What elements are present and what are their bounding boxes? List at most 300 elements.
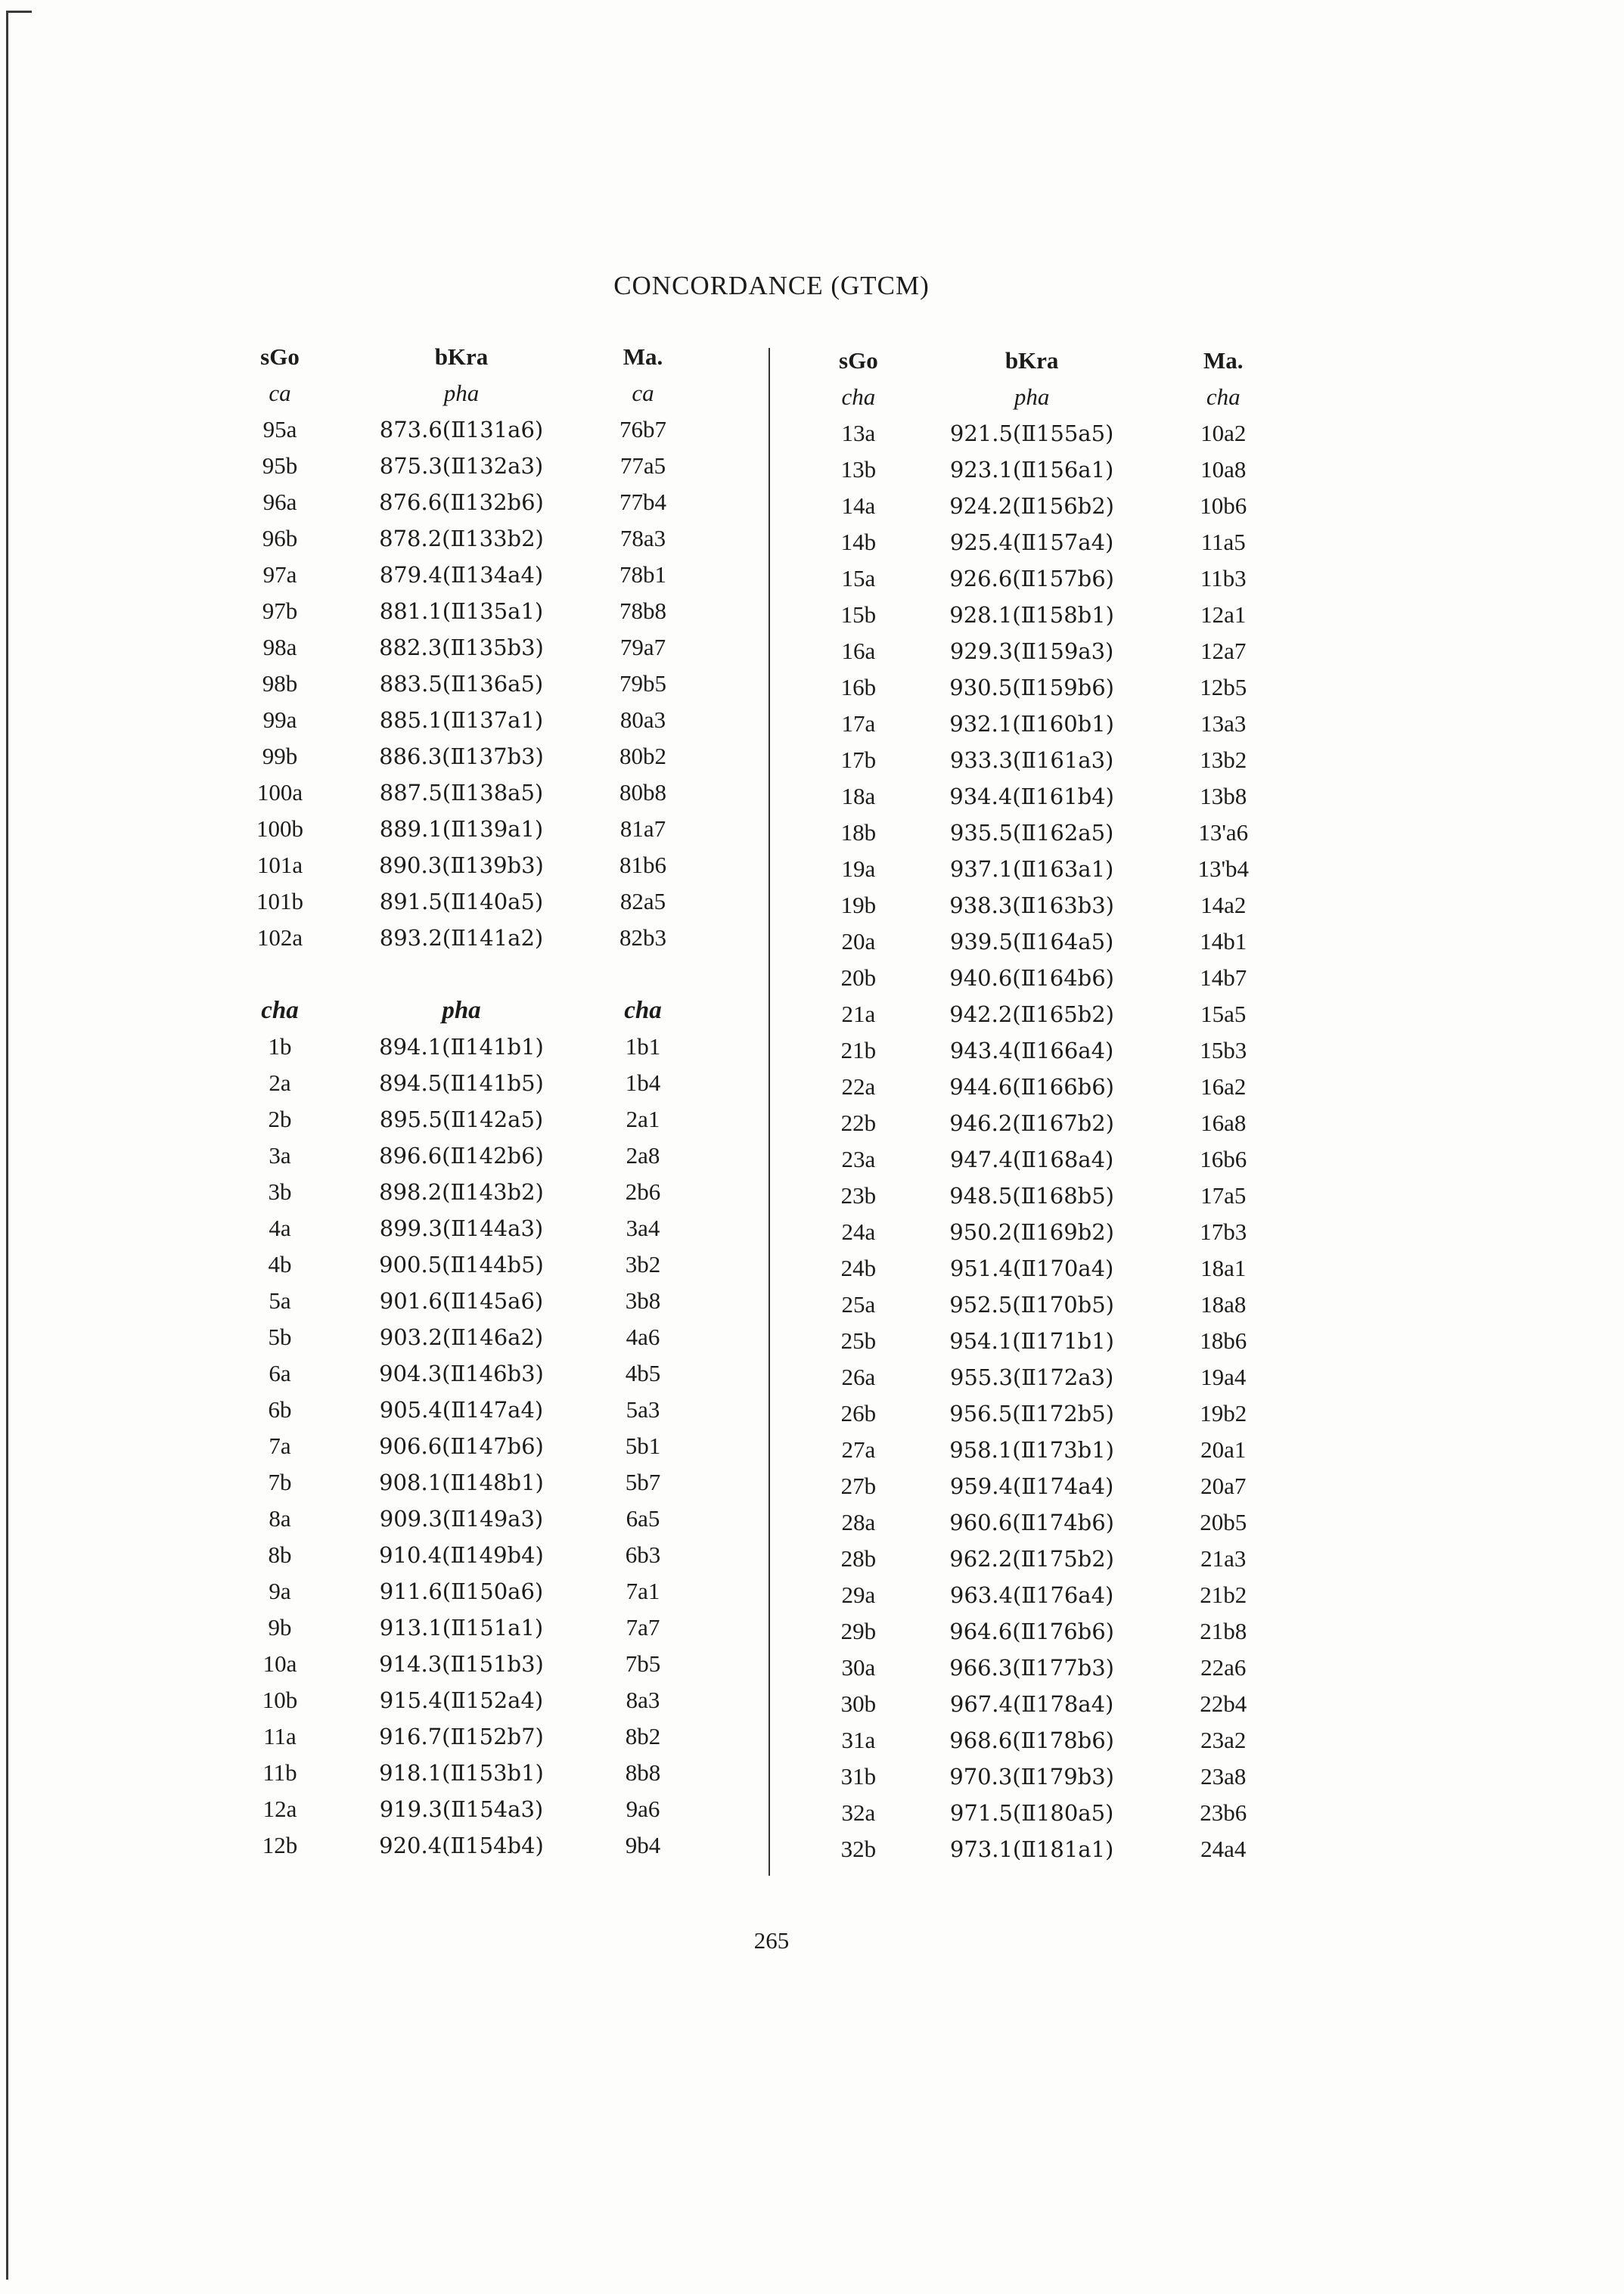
ma-cell: 15a5 [1200, 1001, 1247, 1027]
section2-header-sgo: cha [261, 996, 299, 1024]
bkra-cell: 875.3(Ⅱ132a3) [379, 453, 544, 479]
ma-cell: 18b6 [1200, 1327, 1247, 1354]
ma-cell: 10b6 [1200, 492, 1247, 519]
sgo-cell: 8b [268, 1541, 292, 1568]
ma-cell: 3a4 [626, 1215, 660, 1241]
table-row [227, 920, 711, 956]
subheader-ma: ca [632, 380, 654, 406]
table-row [808, 1141, 1292, 1178]
ma-cell: 82a5 [619, 888, 666, 914]
bkra-cell: 942.2(Ⅱ165b2) [949, 1001, 1114, 1027]
table-row [808, 488, 1292, 524]
ma-cell: 16b6 [1200, 1146, 1247, 1172]
table-row [227, 484, 711, 520]
bkra-cell: 882.3(Ⅱ135b3) [379, 635, 544, 660]
table-row [227, 847, 711, 883]
subheader-bkra: pha [443, 380, 480, 406]
table-row [227, 1392, 711, 1428]
ma-cell: 77a5 [619, 452, 666, 479]
ma-cell: 80b8 [619, 779, 666, 806]
sgo-cell: 16b [840, 674, 877, 700]
sgo-cell: 7b [268, 1469, 292, 1495]
bkra-cell: 908.1(Ⅱ148b1) [379, 1470, 544, 1495]
table-row [227, 1246, 711, 1283]
table-row [808, 560, 1292, 597]
bkra-cell: 901.6(Ⅱ145a6) [379, 1288, 544, 1314]
bkra-cell: 954.1(Ⅱ171b1) [949, 1328, 1114, 1354]
bkra-cell: 951.4(Ⅱ170a4) [949, 1256, 1114, 1281]
ma-cell: 20a1 [1200, 1436, 1247, 1463]
table-row [227, 702, 711, 738]
ma-cell: 77b4 [619, 489, 666, 515]
sgo-cell: 97b [262, 598, 298, 624]
table-row [808, 597, 1292, 633]
bkra-cell: 881.1(Ⅱ135a1) [379, 598, 544, 624]
sgo-cell: 29b [840, 1618, 877, 1644]
table-row [227, 774, 711, 811]
bkra-cell: 948.5(Ⅱ168b5) [949, 1183, 1114, 1209]
bkra-cell: 959.4(Ⅱ174a4) [949, 1473, 1114, 1499]
table-row [808, 524, 1292, 560]
sgo-cell: 28a [841, 1509, 876, 1535]
table-row [227, 411, 711, 448]
bkra-cell: 938.3(Ⅱ163b3) [949, 892, 1114, 918]
sgo-cell: 26b [840, 1400, 877, 1426]
table-row [808, 1650, 1292, 1686]
bkra-cell: 910.4(Ⅱ149b4) [379, 1542, 544, 1568]
table-row [227, 1355, 711, 1392]
bkra-cell: 940.6(Ⅱ164b6) [949, 965, 1114, 991]
ma-cell: 13'a6 [1198, 819, 1249, 846]
table-row [808, 1178, 1292, 1214]
ma-cell: 81a7 [619, 815, 666, 842]
ma-cell: 8b2 [625, 1723, 661, 1749]
ma-cell: 5b7 [625, 1469, 661, 1495]
ma-cell: 19a4 [1200, 1364, 1247, 1390]
left-section2-header-row [227, 992, 711, 1029]
page-number: 265 [753, 1927, 790, 1954]
bkra-cell: 958.1(Ⅱ173b1) [949, 1437, 1114, 1463]
bkra-cell: 909.3(Ⅱ149a3) [379, 1506, 544, 1532]
ma-cell: 2b6 [625, 1178, 661, 1205]
bkra-cell: 925.4(Ⅱ157a4) [949, 529, 1114, 555]
ma-cell: 4b5 [625, 1360, 661, 1386]
sgo-cell: 30a [841, 1654, 876, 1681]
table-row [808, 1105, 1292, 1141]
sgo-cell: 10a [262, 1650, 297, 1677]
scan-edge-tick [6, 11, 32, 13]
bkra-cell: 928.1(Ⅱ158b1) [949, 602, 1114, 628]
sgo-cell: 24a [841, 1218, 876, 1245]
sgo-cell: 10b [262, 1687, 298, 1713]
bkra-cell: 886.3(Ⅱ137b3) [379, 743, 544, 769]
right-rows [808, 415, 1292, 1867]
bkra-cell: 894.1(Ⅱ141b1) [379, 1034, 544, 1060]
bkra-cell: 955.3(Ⅱ172a3) [949, 1364, 1114, 1390]
ma-cell: 1b1 [625, 1033, 661, 1060]
table-row [808, 1214, 1292, 1250]
ma-cell: 81b6 [619, 852, 666, 878]
table-row [808, 1287, 1292, 1323]
table-row [227, 629, 711, 666]
sgo-cell: 16a [841, 638, 876, 664]
ma-cell: 16a2 [1200, 1073, 1247, 1100]
ma-cell: 7a7 [626, 1614, 660, 1641]
bkra-cell: 964.6(Ⅱ176b6) [949, 1619, 1114, 1644]
table-row [227, 1791, 711, 1827]
sgo-cell: 11b [262, 1759, 297, 1786]
sgo-cell: 9b [268, 1614, 292, 1641]
bkra-cell: 914.3(Ⅱ151b3) [379, 1651, 544, 1677]
sgo-cell: 95a [262, 416, 297, 442]
bkra-cell: 932.1(Ⅱ160b1) [949, 711, 1114, 737]
ma-cell: 3b2 [625, 1251, 661, 1277]
table-row [808, 887, 1292, 923]
bkra-cell: 923.1(Ⅱ156a1) [949, 457, 1114, 483]
sgo-cell: 19a [841, 855, 876, 882]
ma-cell: 11a5 [1200, 529, 1246, 555]
subheader-sgo: ca [269, 380, 291, 406]
bkra-cell: 947.4(Ⅱ168a4) [949, 1147, 1114, 1172]
table-row [808, 1069, 1292, 1105]
bkra-cell: 926.6(Ⅱ157b6) [949, 566, 1114, 591]
ma-cell: 13b2 [1200, 747, 1247, 773]
sgo-cell: 31a [841, 1727, 876, 1753]
sgo-cell: 96a [262, 489, 297, 515]
sgo-cell: 6b [268, 1396, 292, 1423]
table-row [227, 1138, 711, 1174]
table-row [808, 1032, 1292, 1069]
bkra-cell: 894.5(Ⅱ141b5) [379, 1070, 544, 1096]
header-ma: Ma. [623, 343, 663, 370]
bkra-cell: 939.5(Ⅱ164a5) [949, 929, 1114, 955]
table-row [227, 1646, 711, 1682]
header-bkra: bKra [434, 343, 489, 370]
table-row [227, 811, 711, 847]
bkra-cell: 898.2(Ⅱ143b2) [379, 1179, 544, 1205]
ma-cell: 7a1 [626, 1578, 660, 1604]
bkra-cell: 950.2(Ⅱ169b2) [949, 1219, 1114, 1245]
left-header-row [227, 339, 711, 375]
bkra-cell: 966.3(Ⅱ177b3) [949, 1655, 1114, 1681]
bkra-cell: 905.4(Ⅱ147a4) [379, 1397, 544, 1423]
table-row [808, 452, 1292, 488]
ma-cell: 17b3 [1200, 1218, 1247, 1245]
table-row [227, 1827, 711, 1864]
ma-cell: 80b2 [619, 743, 666, 769]
table-row [227, 1029, 711, 1065]
sgo-cell: 98b [262, 670, 298, 697]
right-column [808, 343, 1292, 1867]
ma-cell: 14b7 [1200, 964, 1247, 991]
table-row [227, 1755, 711, 1791]
subheader-sgo: cha [841, 383, 876, 410]
bkra-cell: 921.5(Ⅱ155a5) [949, 421, 1114, 446]
bkra-cell: 944.6(Ⅱ166b6) [949, 1074, 1114, 1100]
table-row [227, 1065, 711, 1101]
left-column [227, 339, 711, 1864]
ma-cell: 78b8 [619, 598, 666, 624]
ma-cell: 9b4 [625, 1832, 661, 1858]
bkra-cell: 929.3(Ⅱ159a3) [949, 638, 1114, 664]
sgo-cell: 31b [840, 1763, 877, 1790]
bkra-cell: 960.6(Ⅱ174b6) [949, 1510, 1114, 1535]
bkra-cell: 878.2(Ⅱ133b2) [379, 526, 544, 551]
bkra-cell: 913.1(Ⅱ151a1) [379, 1615, 544, 1641]
ma-cell: 1b4 [625, 1069, 661, 1096]
sgo-cell: 3a [269, 1142, 291, 1169]
ma-cell: 5a3 [626, 1396, 660, 1423]
sgo-cell: 22a [841, 1073, 876, 1100]
ma-cell: 14b1 [1200, 928, 1247, 955]
sgo-cell: 22b [840, 1110, 877, 1136]
bkra-cell: 971.5(Ⅱ180a5) [949, 1800, 1114, 1826]
table-row [227, 738, 711, 774]
ma-cell: 78a3 [619, 525, 666, 551]
sgo-cell: 95b [262, 452, 298, 479]
table-row [227, 593, 711, 629]
bkra-cell: 916.7(Ⅱ152b7) [379, 1724, 544, 1749]
table-row [808, 742, 1292, 778]
table-row [808, 706, 1292, 742]
right-subheader-row [808, 379, 1292, 415]
sgo-cell: 2b [268, 1106, 292, 1132]
bkra-cell: 893.2(Ⅱ141a2) [379, 925, 544, 951]
sgo-cell: 12a [262, 1796, 297, 1822]
bkra-cell: 920.4(Ⅱ154b4) [379, 1833, 544, 1858]
bkra-cell: 896.6(Ⅱ142b6) [379, 1143, 544, 1169]
ma-cell: 11b3 [1200, 565, 1247, 591]
ma-cell: 9a6 [626, 1796, 660, 1822]
section2-header-ma: cha [624, 996, 662, 1024]
bkra-cell: 933.3(Ⅱ161a3) [949, 747, 1114, 773]
ma-cell: 13b8 [1200, 783, 1247, 809]
ma-cell: 6a5 [626, 1505, 660, 1532]
sgo-cell: 24b [840, 1255, 877, 1281]
bkra-cell: 883.5(Ⅱ136a5) [379, 671, 544, 697]
table-row [808, 1323, 1292, 1359]
sgo-cell: 27b [840, 1473, 877, 1499]
sgo-cell: 100b [256, 815, 303, 842]
left-rows-section2 [227, 1029, 711, 1864]
ma-cell: 24a4 [1200, 1836, 1247, 1862]
header-ma: Ma. [1203, 347, 1244, 374]
ma-cell: 82b3 [619, 924, 666, 951]
bkra-cell: 919.3(Ⅱ154a3) [379, 1796, 544, 1822]
table-row [808, 1432, 1292, 1468]
sgo-cell: 17a [841, 710, 876, 737]
ma-cell: 21a3 [1200, 1545, 1247, 1572]
ma-cell: 7b5 [625, 1650, 661, 1677]
left-subheader-row [227, 375, 711, 411]
ma-cell: 78b1 [619, 561, 666, 588]
ma-cell: 8a3 [626, 1687, 660, 1713]
ma-cell: 80a3 [619, 706, 666, 733]
bkra-cell: 943.4(Ⅱ166a4) [949, 1038, 1114, 1063]
bkra-cell: 973.1(Ⅱ181a1) [949, 1836, 1114, 1862]
table-row [227, 557, 711, 593]
ma-cell: 12a7 [1200, 638, 1247, 664]
table-row [808, 1395, 1292, 1432]
bkra-cell: 962.2(Ⅱ175b2) [949, 1546, 1114, 1572]
sgo-cell: 98a [262, 634, 297, 660]
sgo-cell: 8a [269, 1505, 291, 1532]
header-sgo: sGo [839, 347, 878, 374]
ma-cell: 23a2 [1200, 1727, 1247, 1753]
section-gap [227, 956, 711, 992]
bkra-cell: 895.5(Ⅱ142a5) [379, 1107, 544, 1132]
bkra-cell: 903.2(Ⅱ146a2) [379, 1324, 544, 1350]
bkra-cell: 889.1(Ⅱ139a1) [379, 816, 544, 842]
bkra-cell: 885.1(Ⅱ137a1) [379, 707, 544, 733]
subheader-ma: cha [1206, 383, 1241, 410]
table-row [227, 1174, 711, 1210]
sgo-cell: 100a [256, 779, 303, 806]
bkra-cell: 937.1(Ⅱ163a1) [949, 856, 1114, 882]
ma-cell: 10a2 [1200, 420, 1247, 446]
column-divider [769, 348, 770, 1876]
table-row [227, 666, 711, 702]
ma-cell: 18a1 [1200, 1255, 1247, 1281]
sgo-cell: 20a [841, 928, 876, 955]
bkra-cell: 934.4(Ⅱ161b4) [949, 784, 1114, 809]
bkra-cell: 967.4(Ⅱ178a4) [949, 1691, 1114, 1717]
ma-cell: 13'b4 [1197, 855, 1250, 882]
ma-cell: 4a6 [626, 1324, 660, 1350]
table-row [227, 448, 711, 484]
ma-cell: 18a8 [1200, 1291, 1247, 1318]
sgo-cell: 11a [263, 1723, 297, 1749]
sgo-cell: 102a [256, 924, 303, 951]
table-row [227, 1210, 711, 1246]
ma-cell: 12b5 [1200, 674, 1247, 700]
table-row [227, 520, 711, 557]
sgo-cell: 18a [841, 783, 876, 809]
sgo-cell: 96b [262, 525, 298, 551]
sgo-cell: 25b [840, 1327, 877, 1354]
sgo-cell: 2a [269, 1069, 291, 1096]
table-row [808, 960, 1292, 996]
table-row [227, 883, 711, 920]
table-row [808, 1359, 1292, 1395]
bkra-cell: 876.6(Ⅱ132b6) [379, 489, 544, 515]
ma-cell: 20b5 [1200, 1509, 1247, 1535]
subheader-bkra: pha [1014, 383, 1050, 410]
table-row [808, 633, 1292, 669]
table-row [808, 1831, 1292, 1867]
sgo-cell: 13a [841, 420, 876, 446]
table-row [227, 1319, 711, 1355]
sgo-cell: 9a [269, 1578, 291, 1604]
ma-cell: 6b3 [625, 1541, 661, 1568]
ma-cell: 21b8 [1200, 1618, 1247, 1644]
bkra-cell: 890.3(Ⅱ139b3) [379, 852, 544, 878]
table-row [227, 1573, 711, 1610]
table-row [808, 1577, 1292, 1613]
table-row [808, 1686, 1292, 1722]
sgo-cell: 21a [841, 1001, 876, 1027]
sgo-cell: 18b [840, 819, 877, 846]
ma-cell: 76b7 [619, 416, 666, 442]
table-row [808, 815, 1292, 851]
header-bkra: bKra [1005, 347, 1059, 374]
bkra-cell: 970.3(Ⅱ179b3) [949, 1764, 1114, 1790]
sgo-cell: 32a [841, 1799, 876, 1826]
sgo-cell: 17b [840, 747, 877, 773]
sgo-cell: 5a [269, 1287, 291, 1314]
table-row [808, 996, 1292, 1032]
sgo-cell: 29a [841, 1582, 876, 1608]
sgo-cell: 23a [841, 1146, 876, 1172]
ma-cell: 23b6 [1200, 1799, 1247, 1826]
bkra-cell: 904.3(Ⅱ146b3) [379, 1361, 544, 1386]
ma-cell: 5b1 [625, 1433, 661, 1459]
ma-cell: 22a6 [1200, 1654, 1247, 1681]
sgo-cell: 7a [269, 1433, 291, 1459]
bkra-cell: 911.6(Ⅱ150a6) [379, 1578, 544, 1604]
bkra-cell: 873.6(Ⅱ131a6) [379, 417, 544, 442]
ma-cell: 20a7 [1200, 1473, 1247, 1499]
ma-cell: 12a1 [1200, 601, 1247, 628]
sgo-cell: 5b [268, 1324, 292, 1350]
table-row [808, 1468, 1292, 1504]
sgo-cell: 15a [841, 565, 876, 591]
table-row [227, 1682, 711, 1718]
ma-cell: 2a1 [626, 1106, 660, 1132]
ma-cell: 16a8 [1200, 1110, 1247, 1136]
ma-cell: 79b5 [619, 670, 666, 697]
right-header-row [808, 343, 1292, 379]
sgo-cell: 101b [256, 888, 303, 914]
sgo-cell: 15b [840, 601, 877, 628]
table-row [808, 778, 1292, 815]
table-row [808, 851, 1292, 887]
sgo-cell: 28b [840, 1545, 877, 1572]
left-rows [227, 411, 711, 956]
sgo-cell: 30b [840, 1690, 877, 1717]
ma-cell: 14a2 [1200, 892, 1247, 918]
table-row [808, 1613, 1292, 1650]
bkra-cell: 899.3(Ⅱ144a3) [379, 1215, 544, 1241]
bkra-cell: 900.5(Ⅱ144b5) [379, 1252, 544, 1277]
ma-cell: 23a8 [1200, 1763, 1247, 1790]
section2-header-bkra: pha [442, 996, 481, 1024]
sgo-cell: 32b [840, 1836, 877, 1862]
table-row [808, 1722, 1292, 1759]
sgo-cell: 14a [841, 492, 876, 519]
bkra-cell: 963.4(Ⅱ176a4) [949, 1582, 1114, 1608]
ma-cell: 79a7 [619, 634, 666, 660]
ma-cell: 15b3 [1200, 1037, 1247, 1063]
bkra-cell: 946.2(Ⅱ167b2) [949, 1110, 1114, 1136]
sgo-cell: 99b [262, 743, 298, 769]
table-row [808, 1541, 1292, 1577]
table-row [227, 1610, 711, 1646]
table-row [227, 1101, 711, 1138]
sgo-cell: 4b [268, 1251, 292, 1277]
bkra-cell: 930.5(Ⅱ159b6) [949, 675, 1114, 700]
table-row [808, 1504, 1292, 1541]
table-row [227, 1501, 711, 1537]
sgo-cell: 20b [840, 964, 877, 991]
sgo-cell: 97a [262, 561, 297, 588]
table-row [808, 1795, 1292, 1831]
bkra-cell: 879.4(Ⅱ134a4) [379, 562, 544, 588]
bkra-cell: 956.5(Ⅱ172b5) [949, 1401, 1114, 1426]
ma-cell: 2a8 [626, 1142, 660, 1169]
sgo-cell: 101a [256, 852, 303, 878]
sgo-cell: 99a [262, 706, 297, 733]
